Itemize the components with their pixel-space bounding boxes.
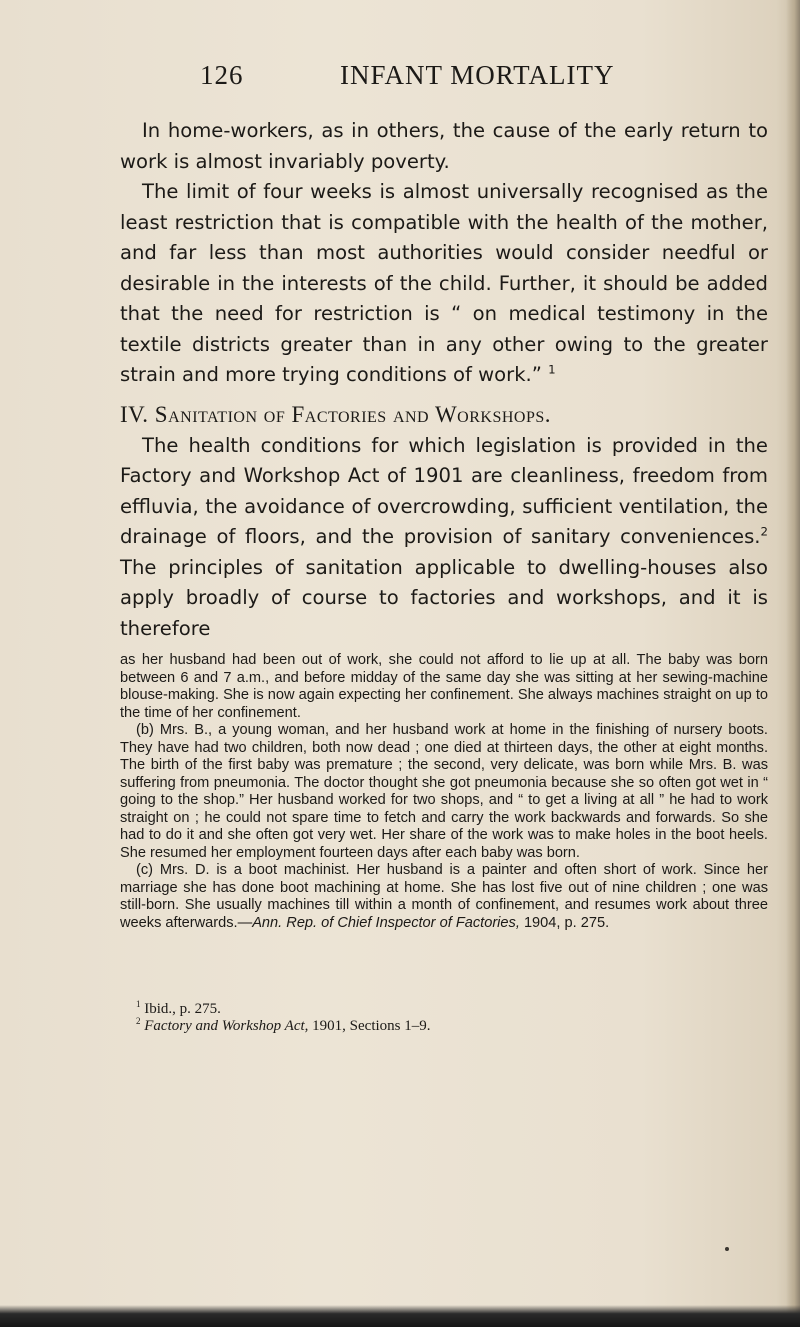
footnote-2 bbox=[136, 1018, 768, 1035]
footnote-ref-2: 2 bbox=[760, 524, 768, 539]
paragraph-3 bbox=[120, 431, 768, 645]
footnote-2-title: Factory and Workshop Act, bbox=[144, 1018, 309, 1034]
page-bottom-edge bbox=[0, 1305, 800, 1327]
main-text bbox=[120, 116, 768, 644]
small-para-c-citation: Ann. Rep. of Chief Inspector of Factories, bbox=[252, 914, 520, 931]
small-para-c-text: (c) Mrs. D. is a boot machinist. Her husband is a painter and often short of work. Since her marriage she has done boot machining at home. She has lost five out of nine children ; one was still-born. She usually machines till within a month of confinement, and resumes work about three weeks afterwards.— bbox=[120, 862, 768, 931]
paragraph-2-text: The limit of four weeks is almost universally recognised as the least restriction that is compatible with the health of the mother, and far less than most authorities would consider needful or desirable in the interests of the child. Further, it should be added that the need for restriction is “ on medical testimony in the textile districts greater than in any other owing to the greater strain and more trying conditions of work.” bbox=[120, 180, 768, 386]
ink-speck bbox=[725, 1247, 729, 1251]
paragraph-3-text-a: The health conditions for which legislation is provided in the Factory and Workshop Act of 1901 are cleanliness, freedom from effluvia, the avoidance of overcrowding, sufficient ventilation, the drainage of floors, and the provision of sanitary conveniences. bbox=[120, 433, 768, 548]
small-para-b: (b) Mrs. B., a young woman, and her husband work at home in the finishing of nursery boots. They have had two children, both now dead ; one died at thirteen days, the other at eight months. The birth of the first baby was premature ; the second, very delicate, was born while Mrs. B. was suffering from pneumonia. The doctor thought she got pneumonia because she so often got wet in “ going to the shop.” Her husband worked for two shops, and “ to get a living at all ” he had to work straight on ; he could not spare time to fetch and carry the work backwards and forwards. So she had to do it and she often got very wet. Her share of the work was to make holes in the boot heels. She resumed her employment fourteen days after each baby was born. bbox=[120, 722, 768, 861]
continued-footnote-text bbox=[120, 652, 768, 932]
running-title: INFANT MORTALITY bbox=[340, 60, 615, 90]
paragraph-2 bbox=[120, 177, 768, 391]
section-heading: IV. Sanitation of Factories and Workshops. bbox=[120, 401, 551, 427]
footnote-1 bbox=[136, 1001, 768, 1018]
small-para-a: as her husband had been out of work, she could not afford to lie up at all. The baby was born between 6 and 7 a.m., and before midday of the same day she was sitting at her sewing-machine blouse-making. She is now again expecting her confinement. She always machines straight on up to the time of her confinement. bbox=[120, 652, 768, 721]
page-header bbox=[200, 60, 620, 96]
footnote-1-mark: 1 bbox=[136, 999, 141, 1009]
small-para-c-tail: 1904, p. 275. bbox=[519, 914, 610, 931]
small-para-c bbox=[120, 862, 768, 932]
footnote-2-mark: 2 bbox=[136, 1016, 141, 1026]
footnote-ref-1: 1 bbox=[548, 362, 556, 377]
paragraph-1: In home-workers, as in others, the cause of the early return to work is almost invariably poverty. bbox=[120, 119, 768, 173]
footnotes bbox=[136, 1001, 768, 1035]
page-number: 126 bbox=[200, 60, 244, 90]
paragraph-3-text-b: The principles of sanitation applicable to dwelling-houses also apply broadly of course to factories and workshops, and it is therefore bbox=[120, 555, 768, 640]
page-right-edge bbox=[786, 0, 800, 1327]
footnote-1-text: Ibid., p. 275. bbox=[140, 1001, 221, 1017]
footnote-2-rest: 1901, Sections 1–9. bbox=[308, 1018, 431, 1034]
